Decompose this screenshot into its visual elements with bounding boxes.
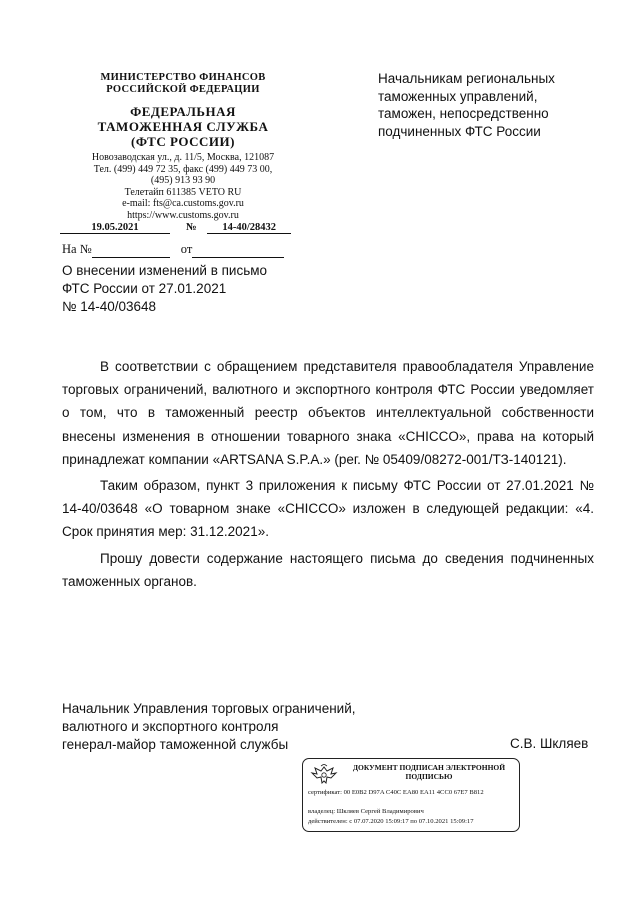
contact-email: e-mail: fts@ca.customs.gov.ru: [122, 198, 244, 209]
document-number: 14-40/28432: [207, 222, 291, 234]
ministry-name: [58, 72, 308, 96]
subject-line: ФТС России от 27.01.2021: [62, 281, 227, 296]
number-label: №: [186, 222, 197, 233]
letter-subject: [62, 262, 322, 316]
ministry-line: РОССИЙСКОЙ ФЕДЕРАЦИИ: [106, 84, 260, 95]
body-paragraph: Таким образом, пункт 3 приложения к письму ФТС России от 27.01.2021 № 14-40/03648 «О товарном знаке «CHICCO» изложен в следующей редакции: «4. Срок принятия мер: 31.12.2021».: [62, 478, 594, 540]
contact-address: Новозаводская ул., д. 11/5, Москва, 121087: [91, 152, 275, 163]
position-line: валютного и экспортного контроля: [62, 719, 279, 734]
addressee-line: подчиненных ФТС России: [378, 123, 541, 139]
body-paragraph: Прошу довести содержание настоящего письма до сведения подчиненных таможенных органов.: [62, 550, 594, 589]
ref-label: На №: [62, 242, 92, 256]
addressee-line: таможенных управлений,: [378, 88, 538, 104]
ref-from-label: от: [180, 242, 193, 256]
addressee-line: Начальникам региональных: [378, 71, 555, 86]
contact-phone: Тел. (499) 449 72 35, факс (499) 449 73 00,: [93, 163, 273, 175]
contact-teletype: Телетайп 611385 VETO RU: [124, 186, 242, 198]
reference-line: [62, 242, 284, 258]
document-date-line: [60, 222, 170, 234]
eagle-emblem-icon: [309, 764, 339, 786]
service-line: (ФТС РОССИИ): [131, 134, 235, 149]
signatory-name: С.В. Шкляев: [510, 736, 589, 751]
document-date: 19.05.2021: [60, 222, 170, 234]
electronic-signature-stamp: [302, 758, 520, 832]
contact-info: [58, 152, 308, 221]
letter-body: [62, 355, 594, 593]
subject-line: О внесении изменений в письмо: [62, 263, 268, 278]
signatory-position: [62, 700, 356, 754]
ref-date-blank: [192, 242, 284, 258]
position-line: генерал-майор таможенной службы: [62, 737, 289, 752]
document-number-line: [186, 222, 291, 234]
contact-website: https://www.customs.gov.ru: [127, 209, 239, 221]
position-line: Начальник Управления торговых ограничений,: [62, 701, 356, 716]
stamp-validity: действителен: с 07.07.2020 15:09:17 по 07.10.2021 15:09:17: [308, 818, 474, 825]
ministry-line: МИНИСТЕРСТВО ФИНАНСОВ: [100, 72, 266, 83]
stamp-title: ДОКУМЕНТ ПОДПИСАН ЭЛЕКТРОННОЙ ПОДПИСЬЮ: [352, 763, 506, 781]
addressee: [378, 70, 598, 140]
addressee-line: таможен, непосредственно: [378, 106, 549, 121]
service-name: [58, 104, 308, 149]
body-paragraph: В соответствии с обращением представителя правообладателя Управление торговых ограничений, валютного и экспортного контроля ФТС России уведомляет о том, что в таможенный реестр объектов интеллектуальной собственности внесены изменения в отношении товарного знака «CHICCO», права на который принадлежат компании «ARTSANA S.P.A.» (рег. № 05409/08272-001/ТЗ-140121).: [62, 359, 594, 467]
ref-number-blank: [92, 242, 170, 258]
subject-line: № 14-40/03648: [62, 299, 157, 314]
service-line: ФЕДЕРАЛЬНАЯ: [130, 104, 236, 119]
stamp-owner: владелец: Шкляев Сергей Владимирович: [308, 808, 424, 815]
stamp-certificate: сертификат: 00 E0B2 D97A C40C EA80 EA11 4CC0 67E7 B812: [308, 789, 484, 796]
contact-phone: (495) 913 93 90: [150, 175, 216, 186]
service-line: ТАМОЖЕННАЯ СЛУЖБА: [97, 119, 269, 134]
